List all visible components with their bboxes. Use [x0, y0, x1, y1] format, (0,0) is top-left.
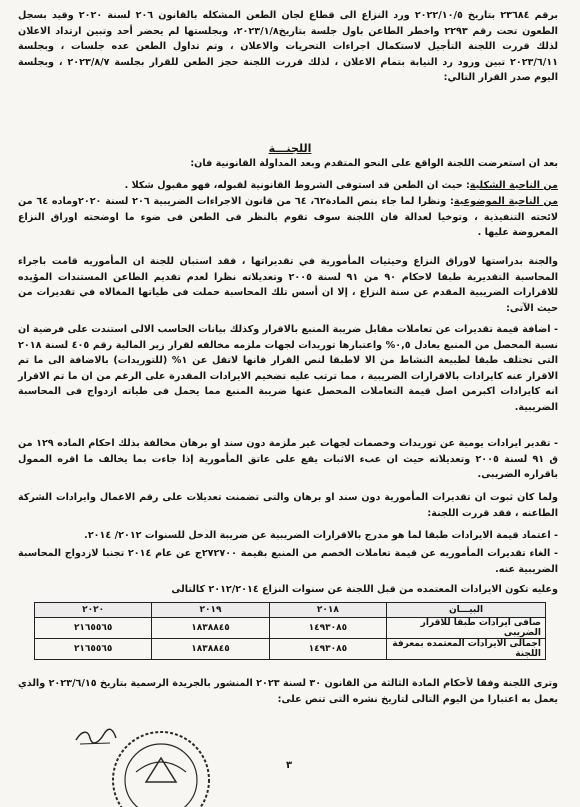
table-cell: ١٨٣٨٨٤٥	[152, 639, 269, 660]
table-header-row	[35, 603, 546, 618]
substantive-text: : ونظرا لما جاء بنص المادة٦٢، ٦٤ من قانون الاجراءات الضريبية ٢٠٦ لسنة ٢٠٢٠وماده ٦٤ من لائحته التنفيذية ، وتوخيا لعدالة فان اللجنة سوف تقوم بالنظر فى الطعن فى ضوء ما اوضحته اوراق النزاع المعروضة عليها .	[18, 196, 558, 239]
conclusion-text: ولما كان ثبوت ان تقديرات المأمورية دون سند او برهان والتى تضمنت تعديلات على رقم الاعمال وايرادات الشركة الطاعنه ، فقد قررت اللجنة:	[18, 492, 558, 519]
final-text: وترى اللجنة وفقا لأحكام المادة الثالثة من القانون ٣٠ لسنة ٢٠٢٣ المنشور بالجريدة الرسمية بتاريخ ٢٠٢٣/٦/١٥ والذي يعمل به اعتبارا من اليوم التالى لتاريخ نشره التى تنص على:	[18, 678, 559, 705]
table-caption-text: وعليه تكون الايرادات المعتمده من قبل اللجنة عن سنوات النزاع ٢٠١٢/٢٠١٤ كالتالى	[171, 584, 558, 595]
official-seal-icon	[106, 722, 216, 807]
decision1-text: - اعتماد قيمة الايرادات طبقا لما هو مدرج بالاقرارات الضريبية عن ضريبة الدخل للسنوات ٢٠١٢/ ٢٠١٤.	[84, 530, 558, 541]
table-row	[35, 639, 546, 660]
paragraph-decision-1	[18, 528, 558, 544]
substantive-label: من الناحية الموضوعية	[453, 196, 559, 207]
table-header-cell: البيـــان	[387, 603, 546, 618]
table-cell: ٢١٦٥٥٦٥	[35, 618, 152, 639]
paragraph-substantive	[18, 194, 558, 241]
table-cell: ٢١٦٥٥٦٥	[35, 639, 152, 660]
table-cell: ١٨٣٨٨٤٥	[152, 618, 269, 639]
formal-label: من الناحية الشكلية	[469, 180, 558, 191]
paragraph-study	[18, 254, 558, 316]
study-text: والجنة بدراستها لاوراق النزاع وحيثيات المأمورية في تقديراتها ، فقد استبان للجنة ان المأموريه قامت باجراء المحاسبة التقديرية طبقا لاحكام ٩٠ من ٩١ لسنة ٢٠٠٥ وتعديلاته نظرا لعدم تقديم الطاعن المستندات المؤيده للاقرارات الضريبية المقدم عن سنة النزاع ، إلا ان أسس تلك المحاسبة حملت فى طياتها المغالاه في تقديرات من حيث الآتى:	[18, 256, 558, 314]
table-cell: ١٤٩٣٠٨٥	[269, 639, 386, 660]
decision2-text: - الغاء تقديرات المأموريه عن قيمة تعاملات الخصم من المنبع بقيمة ٢٧٢٧٠٠ج عن عام ٢٠١٤ تجنبا لازدواج المحاسبة الضريبية عنه.	[18, 548, 558, 575]
table-header-cell: ٢٠١٩	[152, 603, 269, 618]
page-number: ٣	[286, 760, 293, 771]
table-header-cell: ٢٠٢٠	[35, 603, 152, 618]
paragraph-bullet-1	[18, 322, 558, 416]
background-text: برقم ٢٣٦٨٤ بتاريخ ٢٠٢٢/١٠/٥ ورد النزاع الى قطاع لجان الطعن المشكله بالقانون ٢٠٦ لسنة ٢٠٢٠ وقيد بسجل الطعون تحت رقم ٢٢٩٣ واخطر الطاعن باول جلسة بتاريخ٢٠٢٣/١/٨، وبجلستها لم يحضر أحد وتبين ارتداد الاعلان لذلك قررت اللجنة التأجيل لاستكمال اجراءات التحريات والاعلان ، وتم تداول الطعن عده جلسات ، وبجلسة ٢٠٢٣/٦/١١ تبين ورود رد النيابة بتمام الاعلان ، لذلك قررت اللجنة حجز الطعن للقرار بجلسة ٢٠٢٣/٨/٧ ، وبجلسة اليوم صدر القرار التالي:	[18, 10, 559, 84]
paragraph-formal	[18, 178, 558, 194]
paragraph-final	[18, 676, 558, 707]
paragraph-decision-2	[18, 546, 558, 577]
table-header-cell: ٢٠١٨	[269, 603, 386, 618]
committee-heading: اللجنـــة	[268, 142, 312, 155]
paragraph-bullet-2	[18, 436, 558, 483]
paragraph-intro	[18, 156, 558, 172]
table-caption	[18, 582, 558, 598]
paragraph-background	[18, 8, 558, 86]
table-cell: ١٤٩٣٠٨٥	[269, 618, 386, 639]
bullet1-text: - اضافة قيمة تقديرات عن تعاملات مقابل ضريبة المنبع بالاقرار وكذلك بيانات الحاسب الالى استندت على فرضية ان نسبة المحصل من المنبع يعادل ٠,٥% واعتبارها توريدات لجهات ملزمه مخالفه لقرار زير المالية رقم ٤٠٥ لسنة ٢٠١٨ التى تختلف طبقا لطبيعة النشاط من الا لاطبقا لنص القرار فانها لاتقل عن ١% (للتوريدات) بالاضافة الى ما تم الاقرار عنه كايرادات بالاقرارات الضريبية ، مما ترتب عليه تضخيم الايرادات المقدرة على الرغم من ان ما تم الاقرار انه كايرادات اكبرمن اصل قيمة التعاملات المحصل عنها ضريبة المنبع مما يحمل فى طياته ازدواج فى المحاسبة الضريبية.	[18, 324, 559, 413]
revenue-table	[34, 602, 546, 660]
intro-text: بعد ان استعرضت اللجنة الواقع على النحو المتقدم وبعد المداولة القانونية فان:	[190, 158, 558, 169]
table-cell: صافى ايرادات طبقا للاقرار الضريبى	[387, 618, 546, 639]
table-row	[35, 618, 546, 639]
bullet2-text: - تقدير ايرادات يومية عن توريدات وخصمات لجهات غير ملزمة دون سند او برهان مخالفة بذلك احكام الماده ١٢٩ من ق ٩١ لسنة ٢٠٠٥ وتعديلاته حيث ان عبء الاثبات يقع على عاتق المأمورية إذا جاءت بما يخالف ما اقره الممول باقراره الضريبى.	[18, 438, 558, 481]
paragraph-conclusion	[18, 490, 558, 521]
table-cell: اجمالى الايرادات المعتمده بمعرفة اللجنة	[387, 639, 546, 660]
formal-text: : حيث ان الطعن قد استوفى الشروط القانونية لقبوله، فهو مقبول شكلا .	[124, 180, 470, 191]
